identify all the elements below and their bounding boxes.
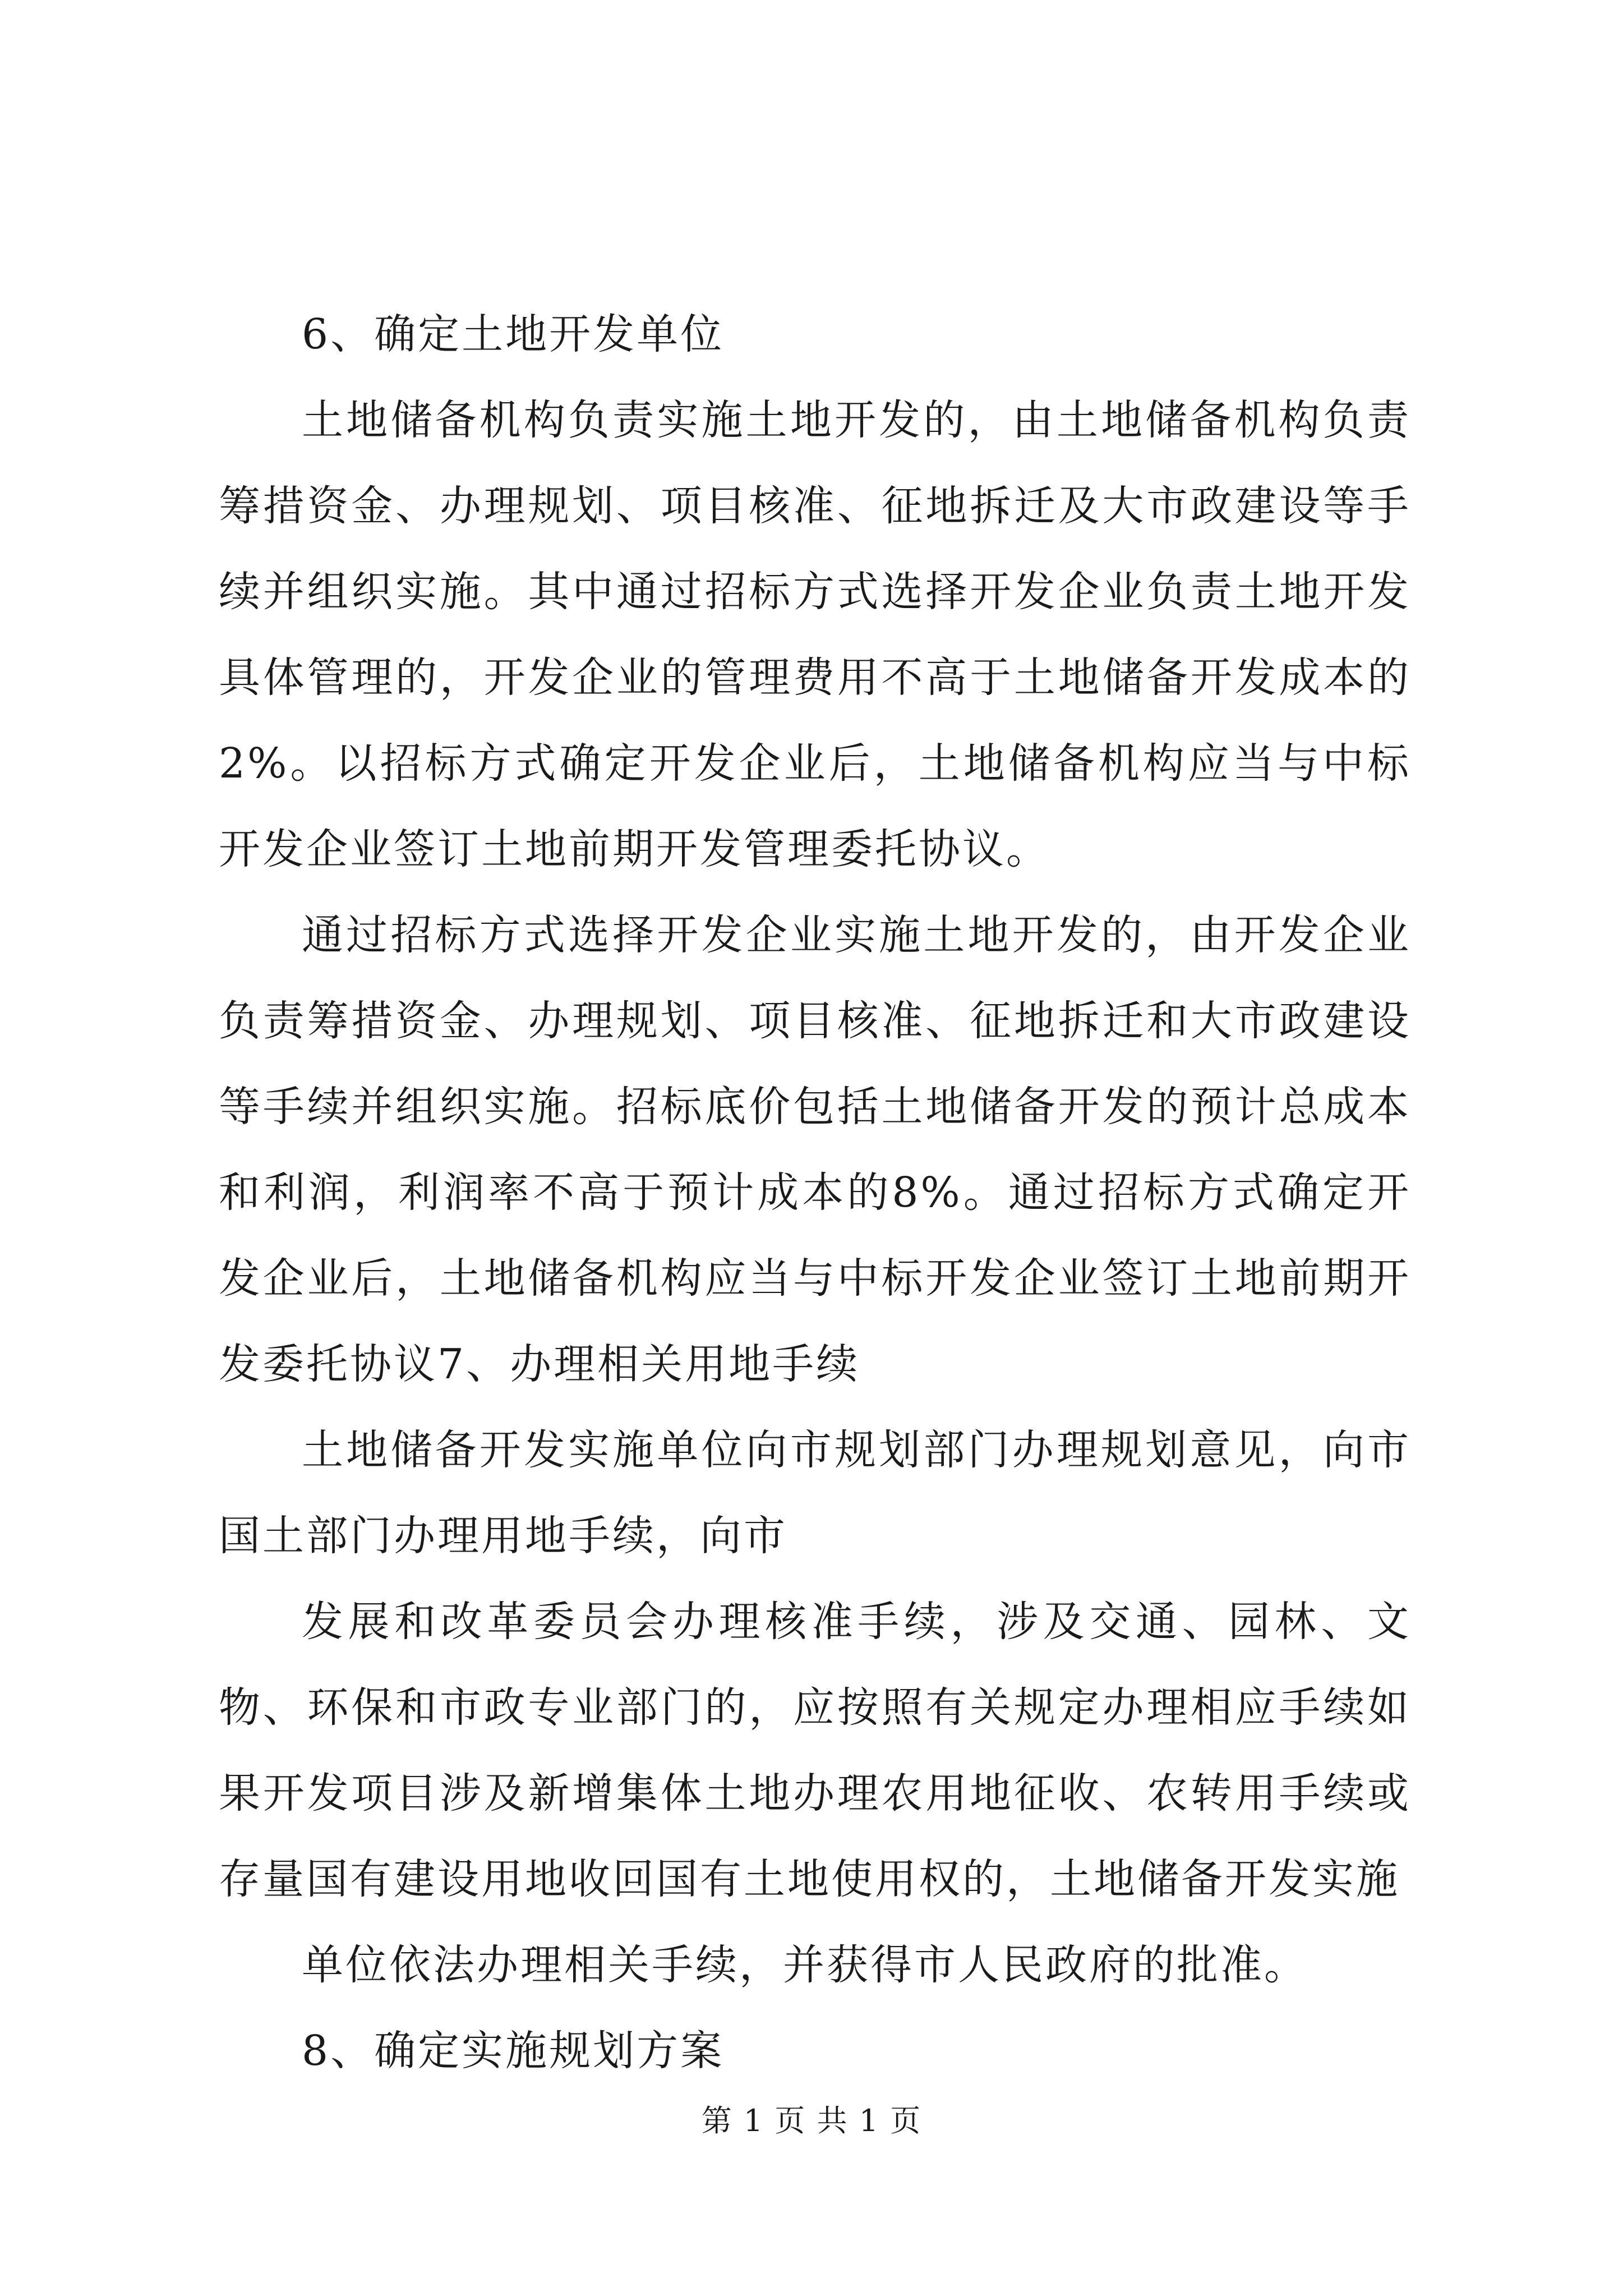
- paragraph-bidding-developer: 通过招标方式选择开发企业实施土地开发的，由开发企业负责筹措资金、办理规划、项目核准、征地拆迁和大市政建设等手续并组织实施。招标底价包括土地储备开发的预计总成本和利润，利润率不高于预计成本的8%。通过招标方式确定开发企业后，土地储备机构应当与中标开发企业签订土地前期开发委托协议7、办理相关用地手续: [219, 911, 1411, 1388]
- paragraph-procedures-part1: 土地储备开发实施单位向市规划部门办理规划意见，向市国土部门办理用地手续，向市: [219, 1426, 1411, 1560]
- document-body: [219, 292, 1411, 2094]
- page-footer: 第 1 页 共 1 页: [701, 2103, 922, 2138]
- section-heading-8: 8、确定实施规划方案: [302, 2027, 725, 2075]
- section-heading-6: 6、确定土地开发单位: [302, 310, 725, 358]
- paragraph-procedures-part2: 发展和改革委员会办理核准手续，涉及交通、园林、文物、环保和市政专业部门的，应按照有关规定办理相应手续如果开发项目涉及新增集体土地办理农用地征收、农转用手续或存量国有建设用地收回国有土地使用权的，土地储备开发实施: [219, 1598, 1411, 1903]
- paragraph-procedures-part3: 单位依法办理相关手续，并获得市人民政府的批准。: [302, 1941, 1308, 1989]
- paragraph-land-reserve-agency: 土地储备机构负责实施土地开发的，由土地储备机构负责筹措资金、办理规划、项目核准、征地拆迁及大市政建设等手续并组织实施。其中通过招标方式选择开发企业负责土地开发具体管理的，开发企业的管理费用不高于土地储备开发成本的2%。以招标方式确定开发企业后，土地储备机构应当与中标开发企业签订土地前期开发管理委托协议。: [219, 396, 1411, 873]
